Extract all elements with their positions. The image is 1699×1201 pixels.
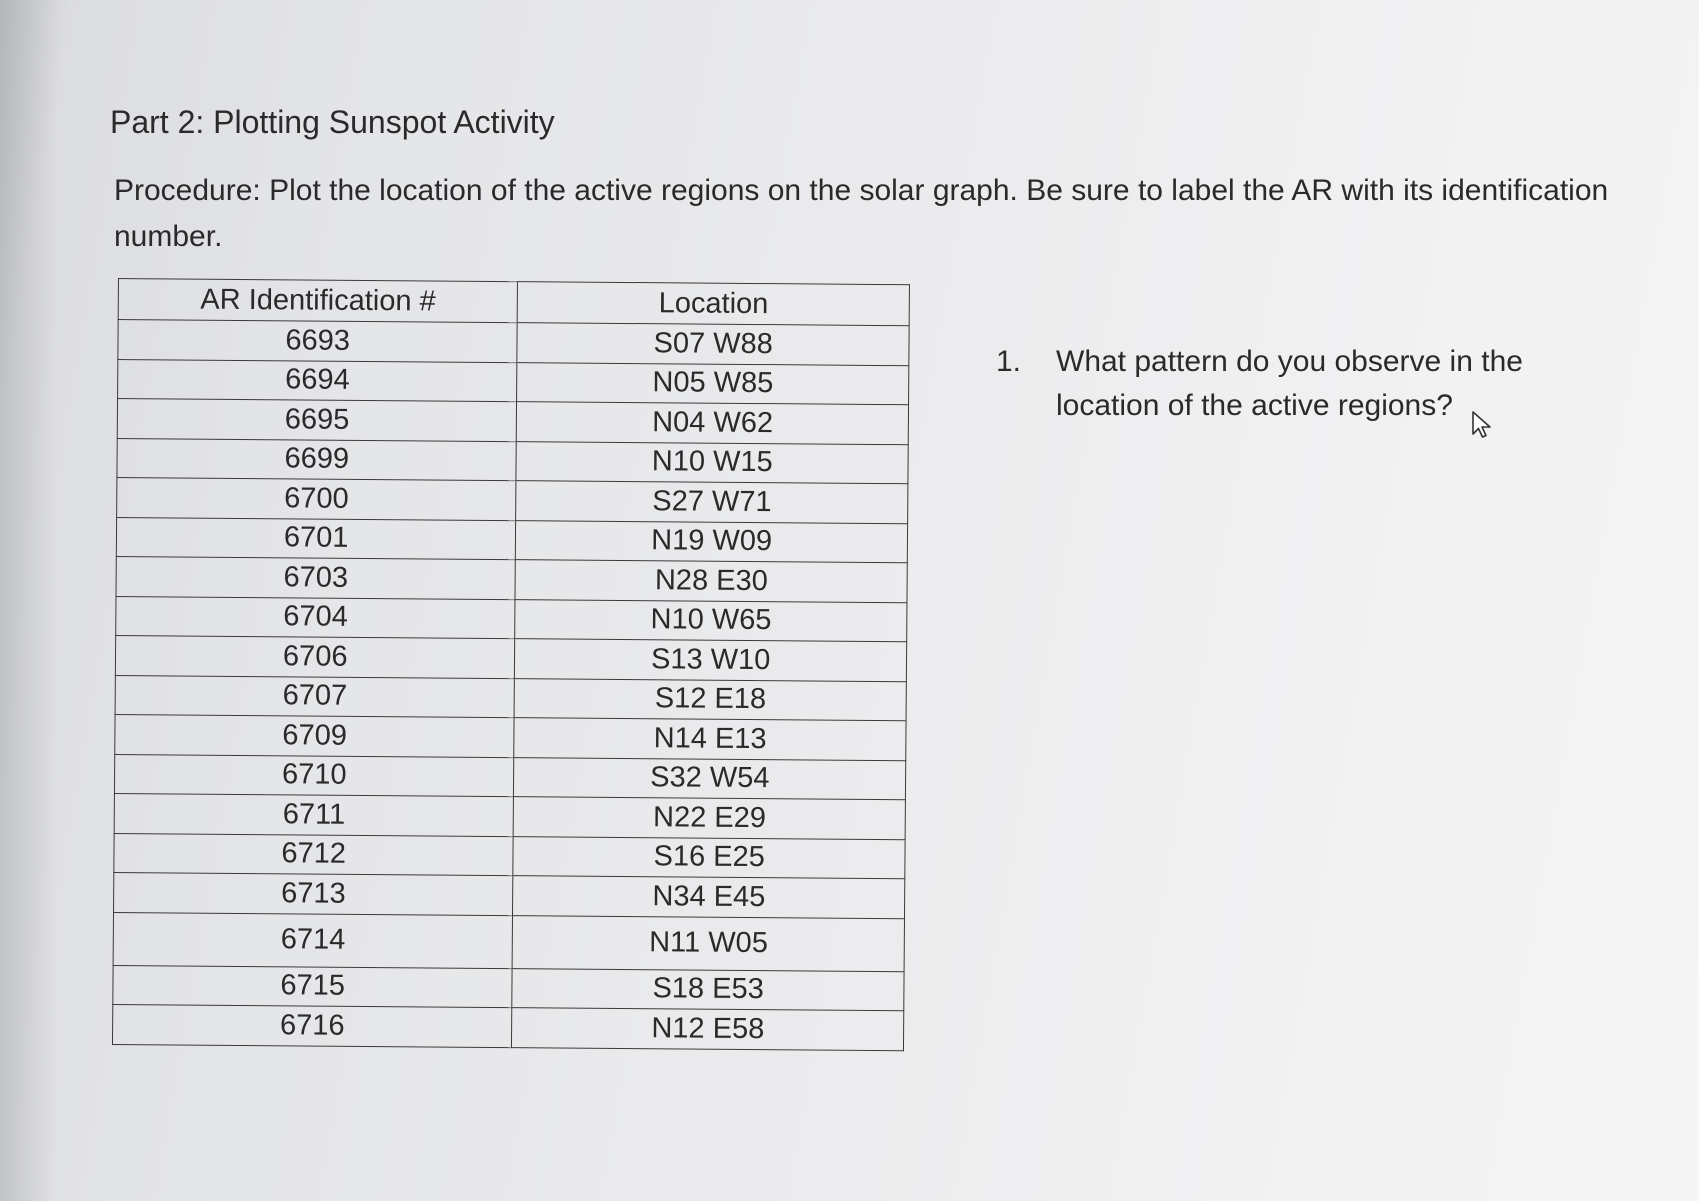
table-header-row [118,279,909,326]
ar-id-cell: 6715 [113,965,513,1008]
table-row [112,1004,903,1050]
ar-id-cell: 6704 [116,596,516,639]
ar-id-cell: 6711 [114,793,514,836]
ar-id-cell: 6700 [117,477,517,520]
table-row [113,965,904,1011]
ar-id-cell: 6712 [114,833,514,876]
ar-id-cell: 6707 [115,675,515,718]
location-cell: N12 E58 [512,1008,904,1051]
location-cell: N22 E29 [514,797,906,840]
ar-id-cell: 6710 [114,754,514,797]
page-edge-shadow [0,0,58,1201]
location-cell: N05 W85 [517,362,909,405]
location-cell: S13 W10 [515,639,907,682]
table-row [116,596,907,642]
location-cell: S32 W54 [514,757,906,800]
procedure-text: Procedure: Plot the location of the active regions on the solar graph. Be sure to label the AR with its identification number. [114,174,1609,253]
part-title: Part 2: Plotting Sunspot Activity [110,104,555,140]
table-row [117,438,908,484]
location-cell: N10 W15 [516,441,908,484]
ar-id-cell: 6701 [116,517,516,560]
question-number: 1. [996,345,1022,378]
location-cell: S18 E53 [512,968,904,1011]
table-row [117,477,908,523]
table-row [115,714,906,760]
table-row [115,675,906,721]
ar-id-cell: 6699 [117,438,517,481]
ar-id-cell: 6709 [115,714,515,757]
ar-id-cell: 6703 [116,556,516,599]
mouse-pointer-icon [1471,410,1495,440]
table-row [117,399,908,445]
location-cell: N10 W65 [515,599,907,642]
table-row [116,556,907,602]
location-cell: N11 W05 [513,915,905,971]
table-row [114,872,905,918]
table-row [118,320,909,366]
location-cell: S12 E18 [515,678,907,721]
ar-id-cell: 6694 [118,359,518,402]
ar-id-cell: 6706 [115,635,515,678]
table-row [115,635,906,681]
location-cell: N19 W09 [516,520,908,563]
location-cell: N28 E30 [515,560,907,603]
location-cell: N34 E45 [513,876,905,919]
column-header-location: Location [518,282,910,326]
table-row [114,833,905,879]
ar-table-container [112,278,910,1051]
table-row [118,359,909,405]
table-row [113,912,904,971]
table-row [116,517,907,563]
ar-id-cell: 6714 [113,912,513,968]
table-row [114,754,905,800]
location-cell: N04 W62 [517,402,909,445]
location-cell: S16 E25 [513,836,905,879]
ar-id-cell: 6716 [112,1004,512,1047]
question-text: What pattern do you observe in the location of the active regions? [1056,345,1523,422]
table-row [114,793,905,839]
location-cell: S07 W88 [517,323,909,366]
location-cell: S27 W71 [516,481,908,524]
ar-id-cell: 6693 [118,320,518,363]
ar-table [112,278,910,1051]
column-header-ar-id: AR Identification # [118,279,518,323]
ar-id-cell: 6695 [117,399,517,442]
location-cell: N14 E13 [514,718,906,761]
ar-id-cell: 6713 [114,872,514,915]
